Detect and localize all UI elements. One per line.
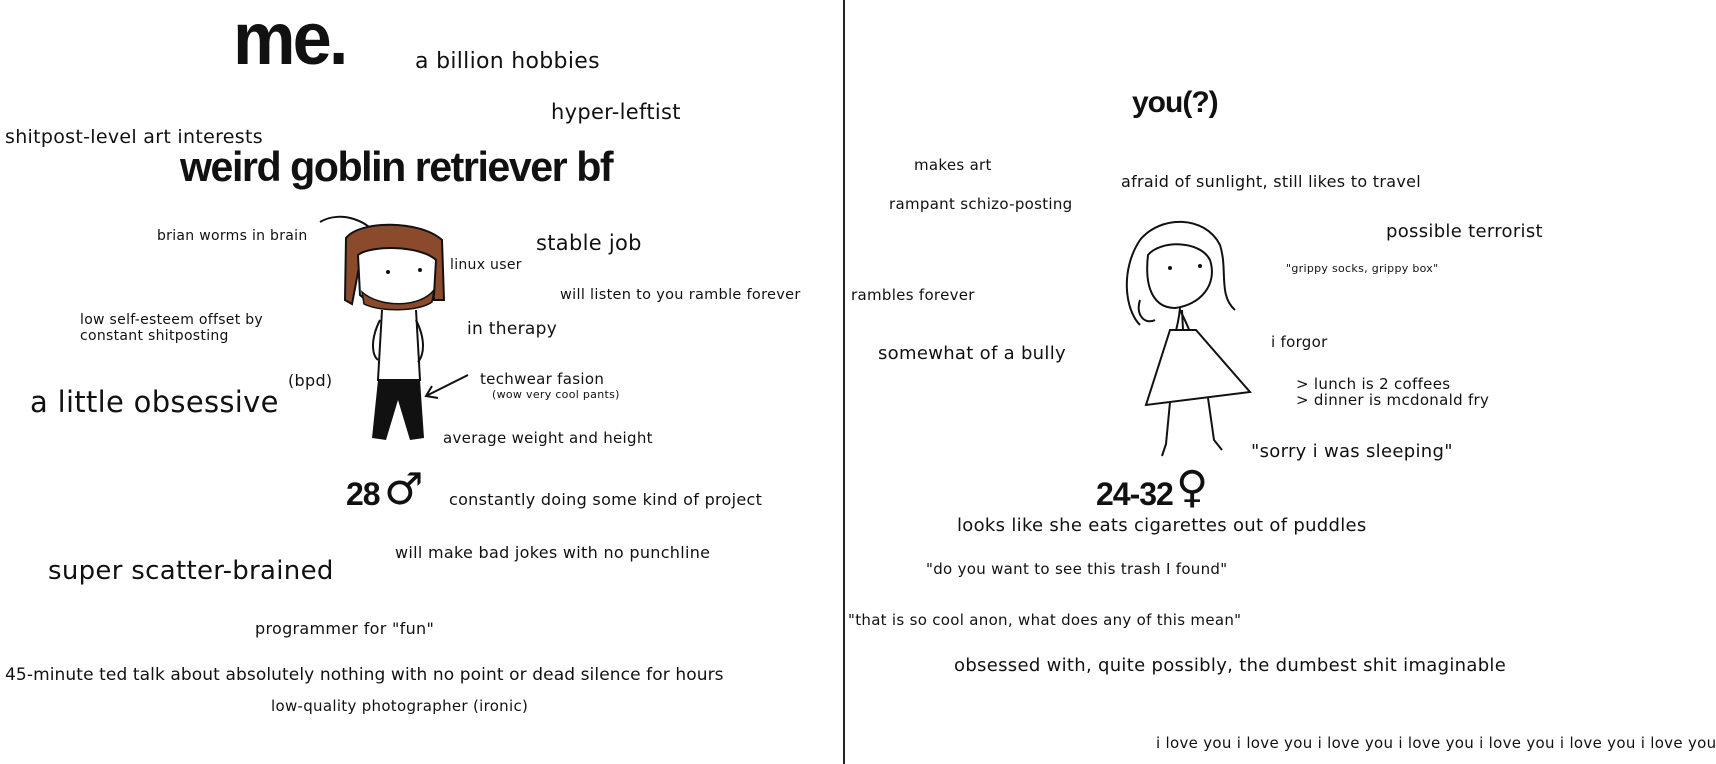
trait-obsessive: a little obsessive [30, 385, 279, 419]
trait-linux: linux user [450, 257, 522, 273]
trait-programmer: programmer for "fun" [255, 619, 435, 638]
trait-love: i love you i love you i love you i love you i love you i love you i love you [1156, 734, 1716, 752]
trait-job: stable job [536, 231, 642, 255]
trait-bully: somewhat of a bully [878, 343, 1066, 364]
trait-project: constantly doing some kind of project [449, 490, 763, 509]
trait-weight: average weight and height [443, 429, 653, 447]
dress [1146, 330, 1250, 405]
trait-listen: will listen to you ramble forever [560, 287, 801, 303]
you-title: you(?) [1132, 86, 1218, 119]
you-age: 24-32 [1096, 476, 1173, 512]
trait-self-esteem-2: constant shitposting [80, 328, 229, 344]
me-age: 28 [346, 476, 380, 512]
female-symbol-icon: ♀ [1176, 462, 1209, 513]
pants [372, 380, 424, 440]
trait-sunlight: afraid of sunlight, still likes to travel [1121, 172, 1422, 191]
trait-lunch: > lunch is 2 coffees [1296, 375, 1451, 393]
trait-jokes: will make bad jokes with no punchline [395, 543, 711, 562]
trait-grippy: "grippy socks, grippy box" [1286, 262, 1439, 275]
trait-bpd: (bpd) [288, 371, 333, 390]
trait-terrorist: possible terrorist [1386, 221, 1543, 242]
trait-cigarettes: looks like she eats cigarettes out of puddles [957, 515, 1367, 536]
trait-you-art: makes art [914, 156, 992, 174]
trait-self-esteem-1: low self-esteem offset by [80, 312, 264, 328]
trait-forgor: i forgor [1271, 333, 1328, 351]
face [1147, 244, 1212, 308]
trait-cool-anon: "that is so cool anon, what does any of this mean" [848, 611, 1242, 629]
trait-art: shitpost-level art interests [5, 126, 263, 148]
me-title: me. [233, 0, 346, 80]
trait-techwear: techwear fasion [480, 370, 605, 388]
trait-scatter: super scatter-brained [48, 556, 334, 586]
me-name-line: weird goblin retriever bf [180, 143, 613, 190]
trait-leftist: hyper-leftist [551, 100, 681, 124]
me-stick-figure [300, 200, 500, 470]
you-stick-figure [1100, 200, 1270, 470]
trait-sleeping: "sorry i was sleeping" [1251, 441, 1453, 462]
trait-therapy: in therapy [467, 319, 558, 339]
trait-rambles: rambles forever [851, 286, 975, 304]
trait-photographer: low-quality photographer (ironic) [271, 697, 529, 715]
center-divider [843, 0, 845, 764]
trait-worms: brian worms in brain [157, 228, 308, 244]
trait-trash: "do you want to see this trash I found" [926, 560, 1228, 578]
male-symbol-icon: ♂ [384, 464, 424, 515]
trait-ted-talk: 45-minute ted talk about absolutely nothing with no point or dead silence for hours [5, 665, 724, 685]
trait-dumbest: obsessed with, quite possibly, the dumbest shit imaginable [954, 655, 1507, 676]
trait-hobbies: a billion hobbies [415, 49, 600, 74]
trait-pants: (wow very cool pants) [492, 388, 620, 401]
trait-dinner: > dinner is mcdonald fry [1296, 391, 1490, 409]
trait-schizo: rampant schizo-posting [889, 195, 1073, 213]
